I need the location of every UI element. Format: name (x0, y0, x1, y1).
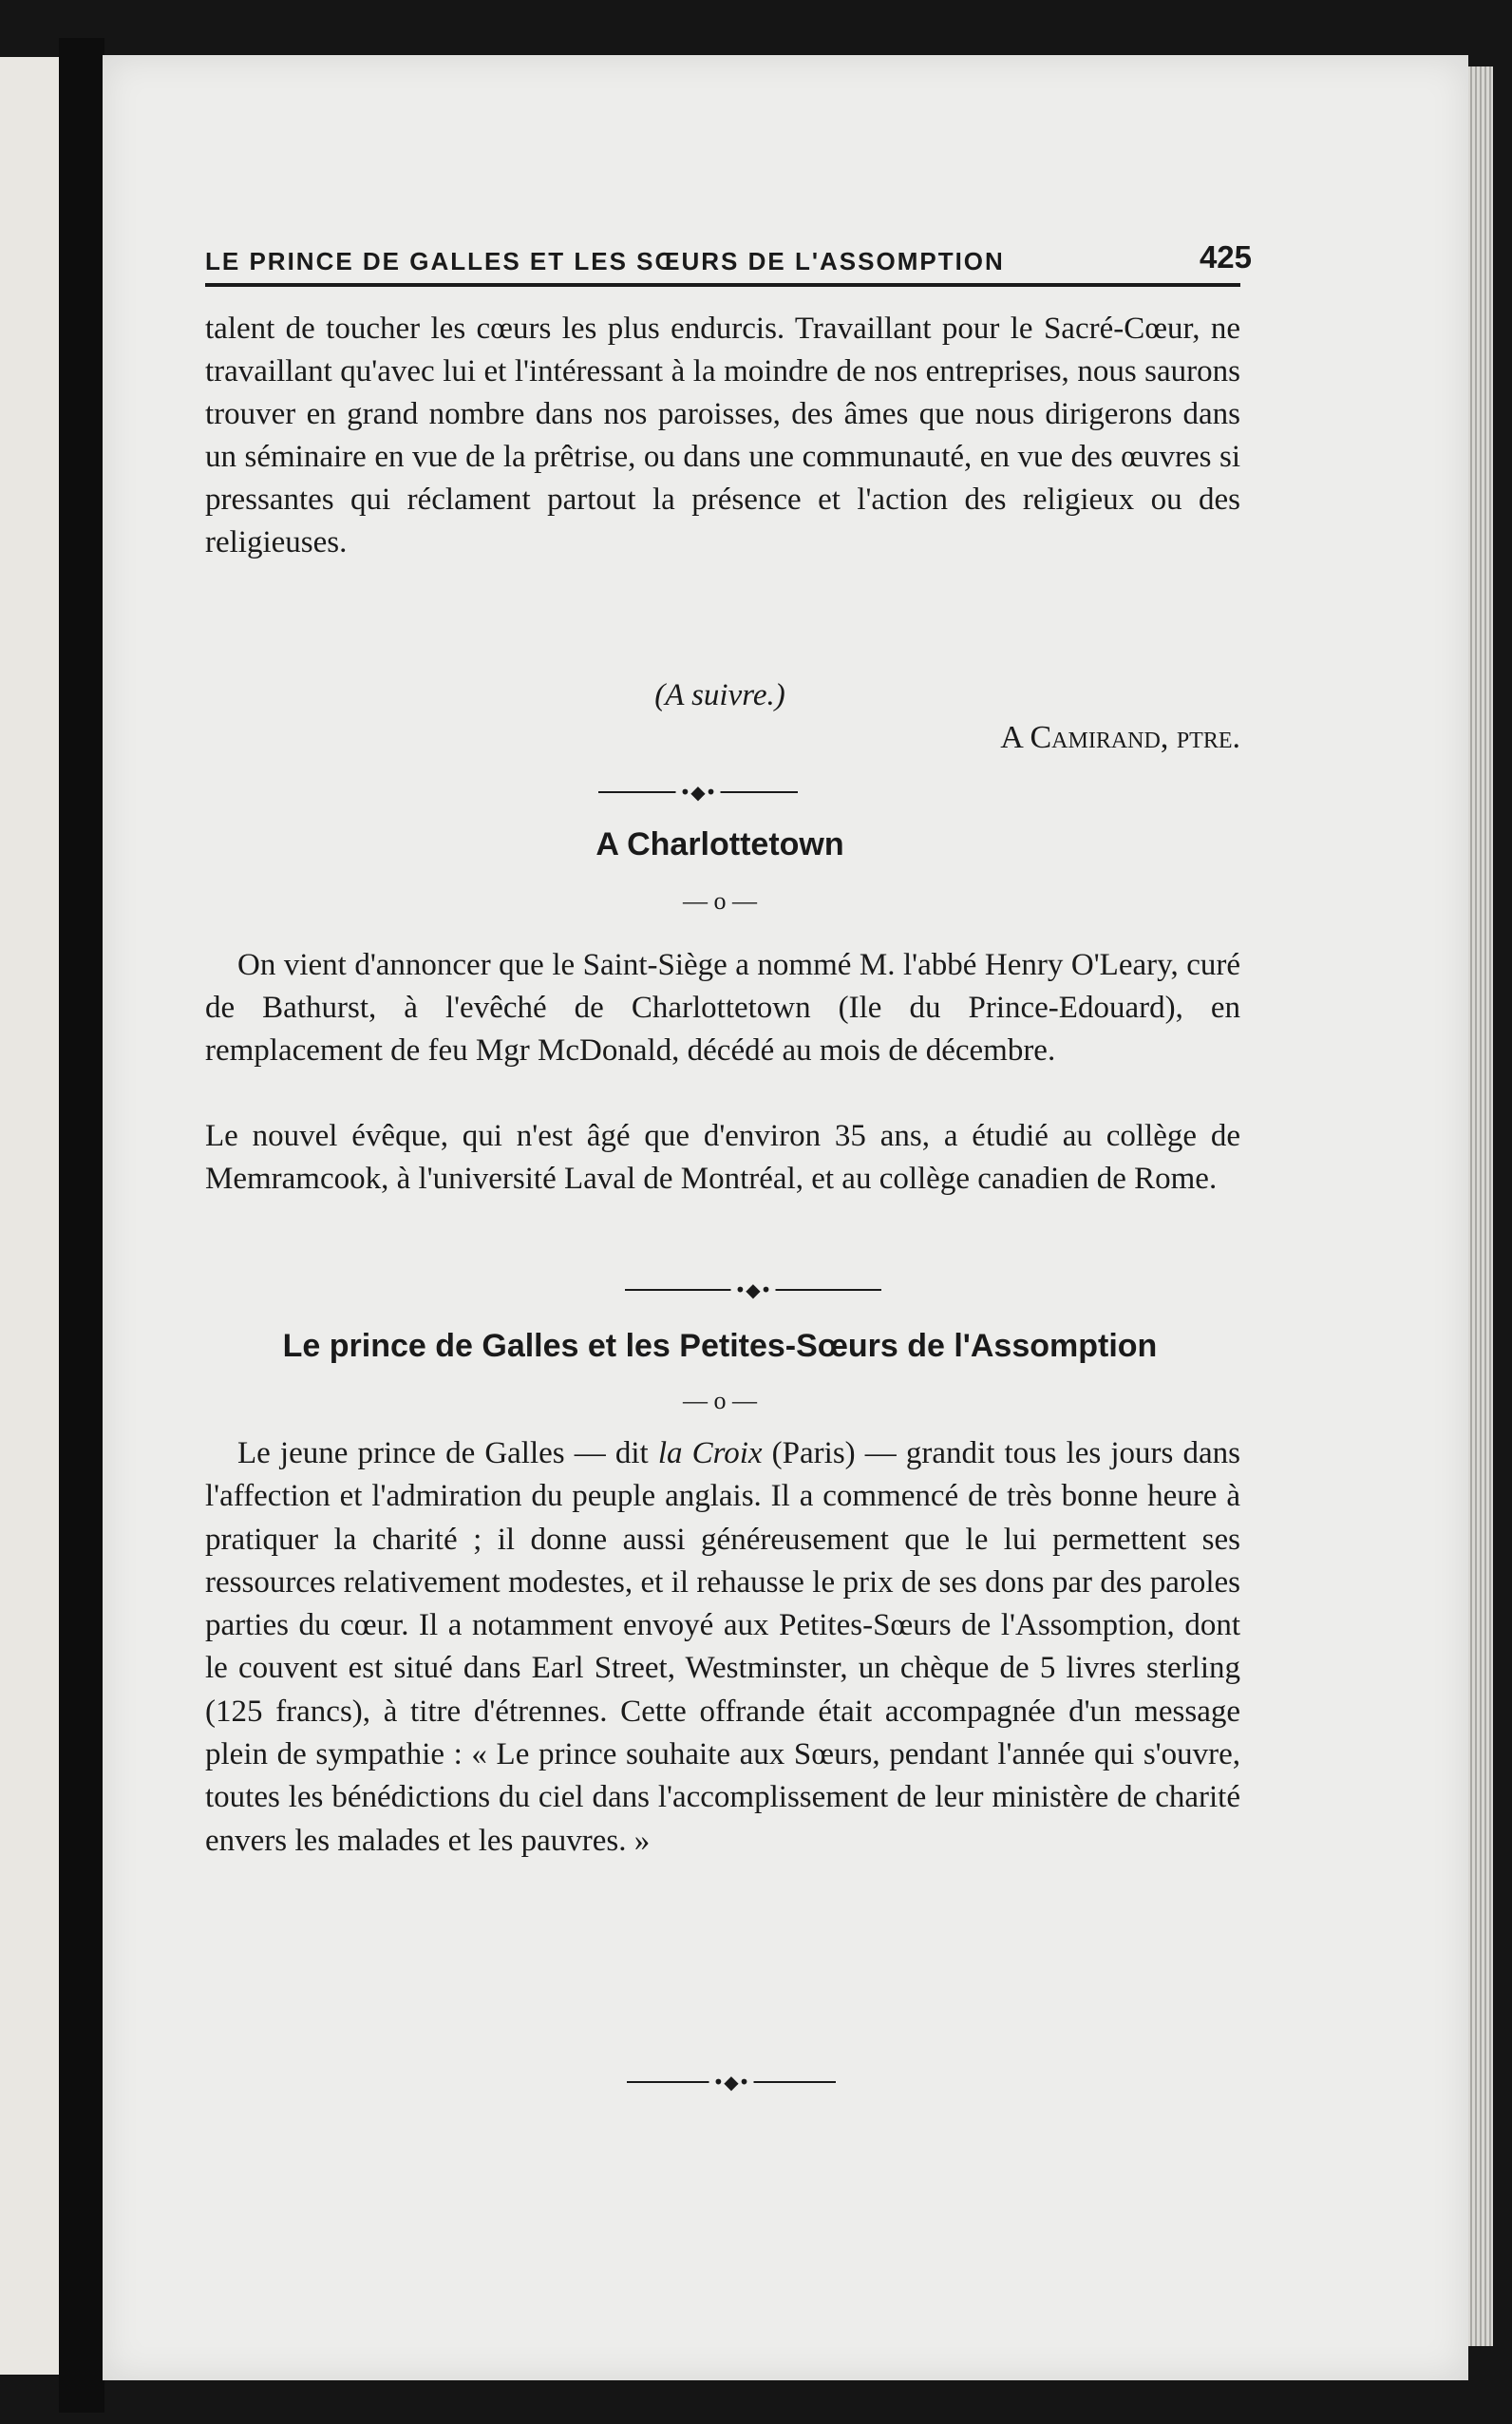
article-title-prince-de-galles: Le prince de Galles et les Petites-Sœurs de l'Assomption (282, 1328, 1158, 1364)
title-separator: — o — (683, 887, 757, 915)
header-rule (205, 283, 1240, 287)
running-head-title: LE PRINCE DE GALLES ET LES SŒURS DE L'ASSOMPTION (205, 247, 1005, 275)
article-paragraph: On vient d'annoncer que le Saint-Siège a nommé M. l'abbé Henry O'Leary, curé de Bathurst, à l'evêché de Charlottetown (Ile du Prince-Edouard), en remplacement de feu Mgr McDonald, décédé au mois de décembre. (205, 948, 1240, 1068)
book-gutter (59, 38, 104, 2413)
source-title: la Croix (657, 1436, 763, 1470)
article-paragraph (205, 1432, 1240, 1863)
article-title-charlottetown: A Charlottetown (595, 826, 844, 862)
book-page (103, 55, 1468, 2380)
ornament-glyph: •◆• (676, 783, 721, 802)
running-head (188, 232, 1252, 289)
ornament-glyph: •◆• (731, 1280, 776, 1299)
author-signature: A Camirand, ptre. (1000, 720, 1240, 755)
page-number: 425 (1199, 239, 1252, 275)
to-be-continued-note: (A suivre.) (654, 678, 785, 712)
ornament-glyph: •◆• (709, 2073, 754, 2092)
continued-paragraph: talent de toucher les cœurs les plus endurcis. Travaillant pour le Sacré-Cœur, ne travaillant qu'avec lui et l'intéressant à la moindre de nos entreprises, nous saurons trouver en grand nombre dans nos paroisses, des âmes que nous dirigerons dans un séminaire en vue de la prêtrise, ou dans une communauté, en vue des œuvres si pressantes qui réclament partout la présence et l'action des religieux ou des religieuses. (205, 312, 1240, 559)
title-separator: — o — (683, 1387, 757, 1414)
ornament-divider (598, 783, 798, 802)
facing-page-edge (0, 57, 59, 2375)
ornament-divider (627, 2073, 836, 2092)
ornament-divider (625, 1280, 881, 1299)
paragraph-rest: (Paris) — grandit tous les jours dans l'affection et l'admiration du peuple anglais. Il a commencé de très bonne heure à pratiquer la charité ; il donne aussi généreusement que le lui permettent ses ressources relativement modestes, et il rehausse le prix de ses dons par des paroles parties du cœur. Il a notamment envoyé aux Petites-Sœurs de l'Assomption, dont le couvent est situé dans Earl Street, Westminster, un chèque de 5 livres sterling (125 francs), à titre d'étrennes. Cette offrande était accompagnée d'un message plein de sympathie : « Le prince souhaite aux Sœurs, pendant l'année qui s'ouvre, toutes les bénédictions du ciel dans l'accomplissement de leur ministère de charité envers les malades et les pauvres. » (205, 1436, 1240, 1858)
paragraph-start: Le jeune prince de Galles — dit (237, 1436, 658, 1470)
article-paragraph: Le nouvel évêque, qui n'est âgé que d'environ 35 ans, a étudié au collège de Memramcook, à l'université Laval de Montréal, et au collège canadien de Rome. (205, 1119, 1240, 1196)
page-content (188, 55, 1252, 2380)
